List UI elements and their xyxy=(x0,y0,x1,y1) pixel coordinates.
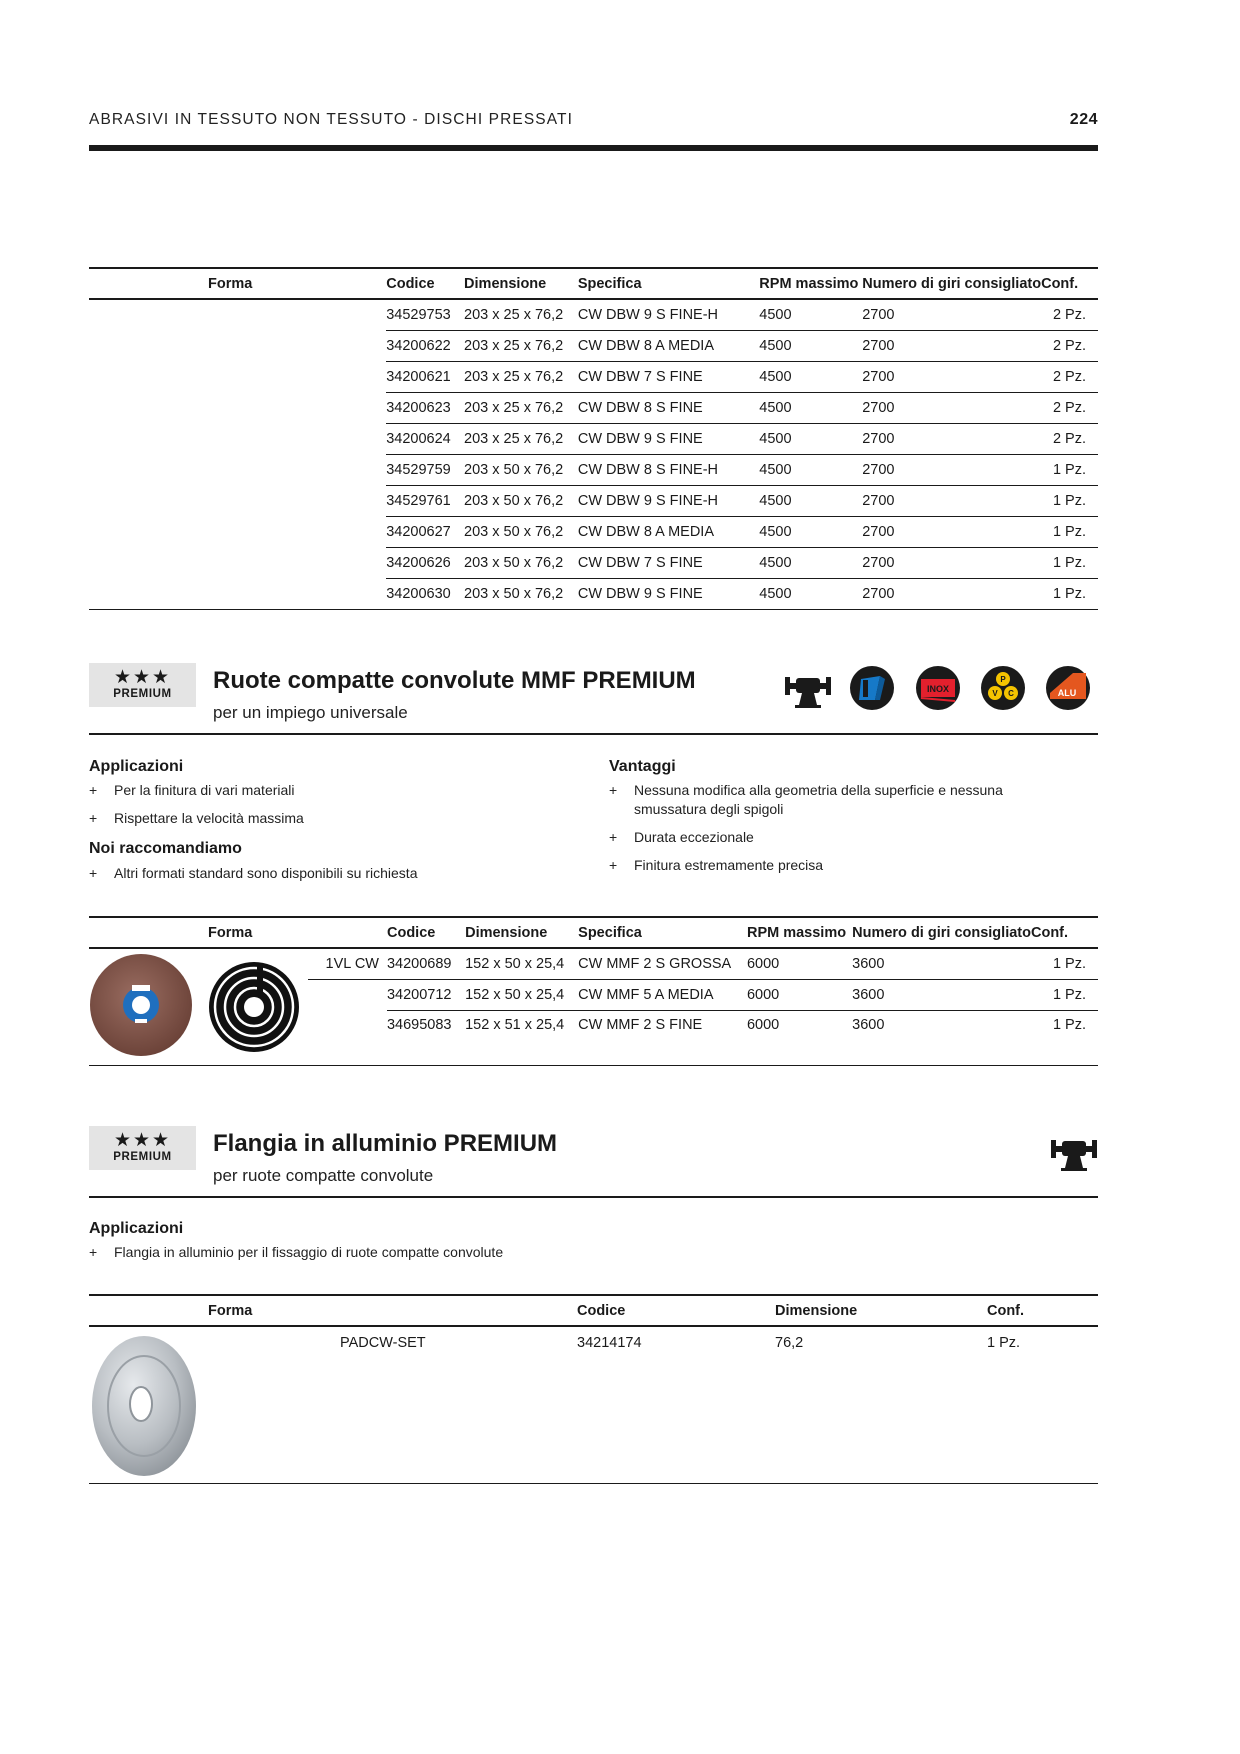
codice-cell: 34529759 xyxy=(386,455,464,486)
applicazioni-heading: Applicazioni xyxy=(89,758,184,775)
col-forma: Forma xyxy=(89,268,386,299)
conf-cell: 1 Pz. xyxy=(1041,455,1098,486)
list-item xyxy=(89,809,539,828)
dimensione-cell: 76,2 xyxy=(775,1326,987,1484)
rpm-cell: 4500 xyxy=(759,393,862,424)
list-item xyxy=(609,828,1089,847)
col-dimensione: Dimensione xyxy=(465,917,578,948)
conf-cell: 1 Pz. xyxy=(987,1326,1098,1484)
specifica-cell: CW DBW 8 A MEDIA xyxy=(578,517,759,548)
aluminium-flange-photo xyxy=(89,1331,199,1479)
conf-cell: 1 Pz. xyxy=(1031,1011,1098,1066)
dimensione-cell: 203 x 25 x 76,2 xyxy=(464,424,578,455)
rpm-cell: 4500 xyxy=(759,331,862,362)
col-rpm: RPM massimo xyxy=(747,917,852,948)
col-giri: Numero di giri consigliato xyxy=(852,917,1031,948)
col-specifica: Specifica xyxy=(578,268,759,299)
list-item-text: Durata eccezionale xyxy=(634,829,754,845)
dimensione-cell: 203 x 50 x 76,2 xyxy=(464,486,578,517)
product-table-mmf xyxy=(89,916,1098,1066)
giri-cell: 3600 xyxy=(852,980,1031,1011)
pvc-p-label: P xyxy=(1000,675,1006,684)
list-item-text: Altri formati standard sono disponibili su richiesta xyxy=(114,865,418,881)
list-item xyxy=(609,781,1089,819)
giri-cell: 2700 xyxy=(862,299,1041,331)
list-item xyxy=(89,1243,789,1262)
type-label: 1VL CW xyxy=(308,948,387,980)
conf-cell: 1 Pz. xyxy=(1031,948,1098,980)
inox-label: INOX xyxy=(926,684,950,694)
rpm-cell: 4500 xyxy=(759,299,862,331)
technical-drawing-cell xyxy=(194,948,308,1065)
giri-cell: 2700 xyxy=(862,424,1041,455)
plus-bullet-icon: + xyxy=(89,810,98,826)
specifica-cell: CW MMF 2 S FINE xyxy=(578,1011,747,1066)
codice-cell: 34200624 xyxy=(386,424,464,455)
section-subtitle: per ruote compatte convolute xyxy=(213,1166,434,1185)
pvc-c-label: C xyxy=(1008,689,1014,698)
premium-badge xyxy=(89,663,196,707)
list-item-text: Per la finitura di vari materiali xyxy=(114,782,295,798)
col-codice: Codice xyxy=(387,917,465,948)
col-giri: Numero di giri consigliato xyxy=(862,268,1041,299)
rpm-cell: 6000 xyxy=(747,1011,852,1066)
col-forma: Forma xyxy=(89,917,387,948)
applicazioni-heading: Applicazioni xyxy=(89,1220,184,1237)
premium-badge xyxy=(89,1126,196,1170)
conf-cell: 2 Pz. xyxy=(1041,424,1098,455)
table-row xyxy=(89,1326,1098,1484)
col-specifica: Specifica xyxy=(578,917,747,948)
col-codice: Codice xyxy=(386,268,464,299)
star-rating-icon: ★★★ xyxy=(113,666,172,688)
codice-cell: 34200622 xyxy=(386,331,464,362)
section-rule xyxy=(89,733,1098,735)
bench-grinder-icon xyxy=(785,669,831,709)
codice-cell: 34200621 xyxy=(386,362,464,393)
dimensione-cell: 203 x 50 x 76,2 xyxy=(464,548,578,579)
vantaggi-heading: Vantaggi xyxy=(609,758,676,775)
star-rating-icon: ★★★ xyxy=(113,1129,172,1151)
giri-cell: 2700 xyxy=(862,331,1041,362)
rpm-cell: 4500 xyxy=(759,486,862,517)
plus-bullet-icon: + xyxy=(609,782,618,798)
giri-cell: 2700 xyxy=(862,362,1041,393)
specifica-cell: CW DBW 7 S FINE xyxy=(578,548,759,579)
col-dimensione: Dimensione xyxy=(775,1295,987,1326)
col-rpm: RPM massimo xyxy=(759,268,862,299)
list-item-text: Finitura estremamente precisa xyxy=(634,857,824,873)
alu-label: ALU xyxy=(1057,688,1077,698)
giri-cell: 2700 xyxy=(862,579,1041,610)
col-conf: Conf. xyxy=(987,1295,1098,1326)
dimensione-cell: 152 x 50 x 25,4 xyxy=(465,948,578,980)
dimensione-cell: 203 x 50 x 76,2 xyxy=(464,455,578,486)
table-row xyxy=(89,299,1098,331)
specifica-cell: CW DBW 9 S FINE-H xyxy=(578,486,759,517)
list-item-text: Flangia in alluminio per il fissaggio di ruote compatte convolute xyxy=(114,1244,504,1260)
conf-cell: 1 Pz. xyxy=(1041,579,1098,610)
codice-cell: 34214174 xyxy=(577,1326,775,1484)
codice-cell: 34529761 xyxy=(386,486,464,517)
rpm-cell: 6000 xyxy=(747,980,852,1011)
page-section-title: ABRASIVI IN TESSUTO NON TESSUTO - DISCHI PRESSATI xyxy=(89,111,573,128)
premium-label: PREMIUM xyxy=(113,688,172,700)
giri-cell: 2700 xyxy=(862,455,1041,486)
specifica-cell: CW DBW 9 S FINE xyxy=(578,424,759,455)
table-header-row xyxy=(89,268,1098,299)
bench-grinder-icon xyxy=(1051,1132,1097,1172)
dimensione-cell: 203 x 25 x 76,2 xyxy=(464,299,578,331)
conf-cell: 1 Pz. xyxy=(1041,517,1098,548)
specifica-cell: CW DBW 8 S FINE xyxy=(578,393,759,424)
rpm-cell: 6000 xyxy=(747,948,852,980)
dimensione-cell: 152 x 51 x 25,4 xyxy=(465,1011,578,1066)
specifica-cell: CW DBW 8 S FINE-H xyxy=(578,455,759,486)
plus-bullet-icon: + xyxy=(609,829,618,845)
conf-cell: 1 Pz. xyxy=(1031,980,1098,1011)
dimensione-cell: 152 x 50 x 25,4 xyxy=(465,980,578,1011)
inox-material-icon xyxy=(915,665,961,711)
premium-label: PREMIUM xyxy=(113,1151,172,1163)
conf-cell: 1 Pz. xyxy=(1041,486,1098,517)
codice-cell: 34200626 xyxy=(386,548,464,579)
conf-cell: 1 Pz. xyxy=(1041,548,1098,579)
giri-cell: 2700 xyxy=(862,517,1041,548)
forma-cell: PADCW-SET xyxy=(327,1326,577,1484)
section-subtitle: per un impiego universale xyxy=(213,703,408,722)
codice-cell: 34695083 xyxy=(387,1011,465,1066)
specifica-cell: CW MMF 5 A MEDIA xyxy=(578,980,747,1011)
rpm-cell: 4500 xyxy=(759,455,862,486)
rpm-cell: 4500 xyxy=(759,362,862,393)
list-item-text: smussatura degli spigoli xyxy=(634,801,784,817)
codice-cell: 34200627 xyxy=(386,517,464,548)
table-row xyxy=(89,948,1098,980)
list-item-text: Rispettare la velocità massima xyxy=(114,810,304,826)
pvc-material-icon xyxy=(980,665,1026,711)
codice-cell: 34200689 xyxy=(387,948,465,980)
alu-material-icon xyxy=(1045,665,1091,711)
dimensione-cell: 203 x 25 x 76,2 xyxy=(464,331,578,362)
conf-cell: 2 Pz. xyxy=(1041,362,1098,393)
list-item xyxy=(89,781,539,800)
rpm-cell: 4500 xyxy=(759,424,862,455)
dimensione-cell: 203 x 50 x 76,2 xyxy=(464,517,578,548)
col-codice: Codice xyxy=(577,1295,775,1326)
rpm-cell: 4500 xyxy=(759,579,862,610)
plus-bullet-icon: + xyxy=(609,857,618,873)
product-image-cell xyxy=(89,948,194,1065)
rpm-cell: 4500 xyxy=(759,548,862,579)
section-title: Ruote compatte convolute MMF PREMIUM xyxy=(213,667,696,694)
specifica-cell: CW DBW 7 S FINE xyxy=(578,362,759,393)
plus-bullet-icon: + xyxy=(89,865,98,881)
section-title: Flangia in alluminio PREMIUM xyxy=(213,1130,558,1157)
giri-cell: 2700 xyxy=(862,393,1041,424)
empty-cell xyxy=(308,980,387,1011)
section-rule xyxy=(89,1196,1098,1198)
forma-cell xyxy=(89,299,386,610)
product-table-flangia xyxy=(89,1294,1098,1484)
raccomandiamo-heading: Noi raccomandiamo xyxy=(89,840,242,857)
rpm-cell: 4500 xyxy=(759,517,862,548)
conf-cell: 2 Pz. xyxy=(1041,393,1098,424)
specifica-cell: CW DBW 9 S FINE xyxy=(578,579,759,610)
product-table-dbw xyxy=(89,267,1098,610)
col-conf: Conf. xyxy=(1041,268,1098,299)
codice-cell: 34200630 xyxy=(386,579,464,610)
page-number: 224 xyxy=(1069,111,1098,128)
plus-bullet-icon: + xyxy=(89,1244,98,1260)
col-dimensione: Dimensione xyxy=(464,268,578,299)
codice-cell: 34200623 xyxy=(386,393,464,424)
giri-cell: 2700 xyxy=(862,548,1041,579)
wheel-profile-drawing xyxy=(204,957,304,1057)
pvc-v-label: V xyxy=(992,689,998,698)
header-rule xyxy=(89,145,1098,151)
table-header-row xyxy=(89,1295,1098,1326)
giri-cell: 3600 xyxy=(852,1011,1031,1066)
giri-cell: 2700 xyxy=(862,486,1041,517)
list-item-text: Nessuna modifica alla geometria della superficie e nessuna xyxy=(634,782,1003,798)
specifica-cell: CW DBW 8 A MEDIA xyxy=(578,331,759,362)
product-image-cell xyxy=(89,1326,327,1484)
dimensione-cell: 203 x 25 x 76,2 xyxy=(464,393,578,424)
list-item xyxy=(89,864,539,883)
col-conf: Conf. xyxy=(1031,917,1098,948)
specifica-cell: CW MMF 2 S GROSSA xyxy=(578,948,747,980)
dimensione-cell: 203 x 50 x 76,2 xyxy=(464,579,578,610)
specifica-cell: CW DBW 9 S FINE-H xyxy=(578,299,759,331)
steel-material-icon xyxy=(849,665,895,711)
conf-cell: 2 Pz. xyxy=(1041,331,1098,362)
dimensione-cell: 203 x 25 x 76,2 xyxy=(464,362,578,393)
conf-cell: 2 Pz. xyxy=(1041,299,1098,331)
giri-cell: 3600 xyxy=(852,948,1031,980)
list-item xyxy=(609,856,1089,875)
codice-cell: 34529753 xyxy=(386,299,464,331)
col-forma: Forma xyxy=(89,1295,577,1326)
empty-cell xyxy=(308,1011,387,1066)
plus-bullet-icon: + xyxy=(89,782,98,798)
mmf-wheel-photo xyxy=(89,949,194,1057)
codice-cell: 34200712 xyxy=(387,980,465,1011)
table-header-row xyxy=(89,917,1098,948)
